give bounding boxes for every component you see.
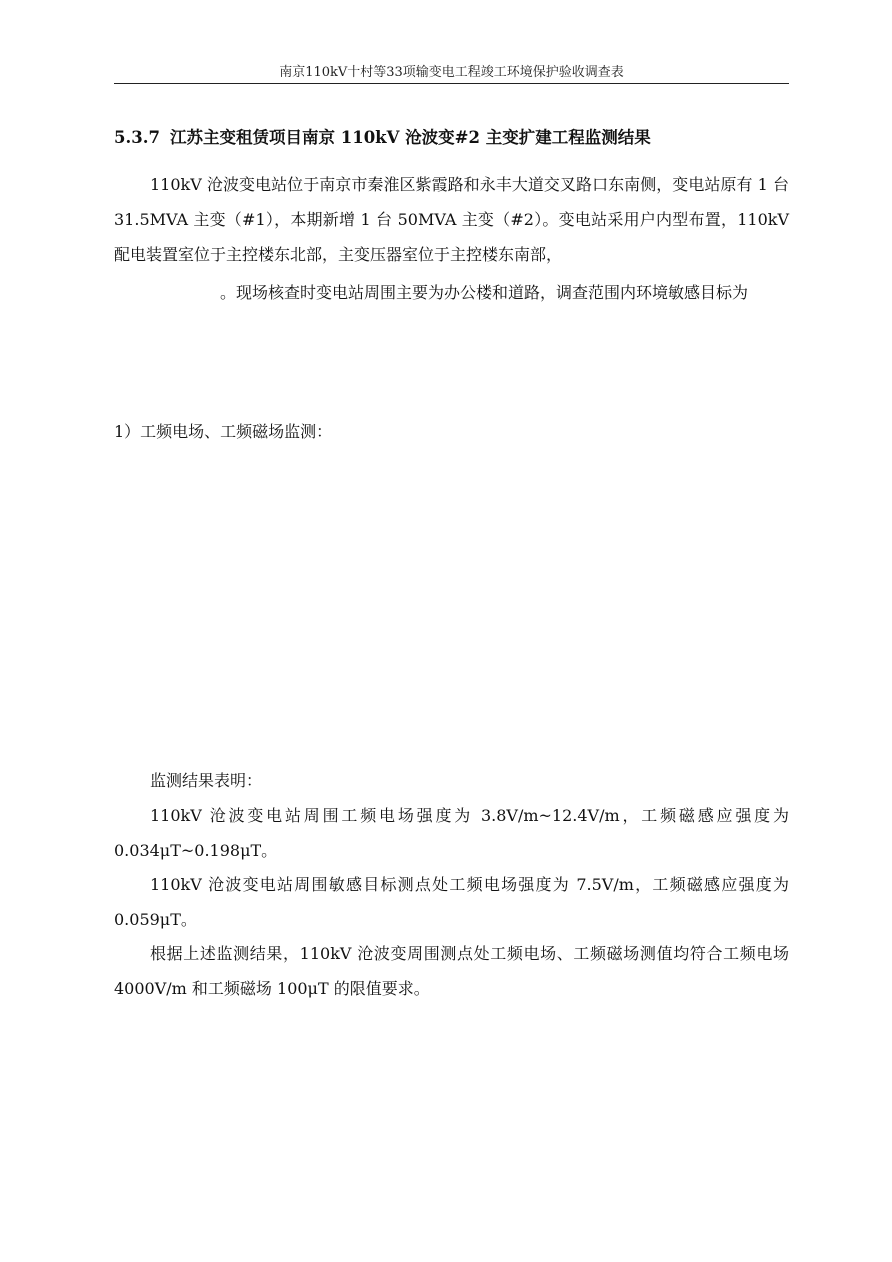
results-intro: 监测结果表明： (150, 771, 263, 790)
monitoring-subheading: 1）工频电场、工频磁场监测： (114, 422, 333, 441)
conclusion-paragraph: 根据上述监测结果，110kV 沧波变周围测点处工频电场、工频磁场测值均符合工频电场 4000V/m 和工频磁场 100μT 的限值要求。 (114, 944, 789, 998)
section-title: 江苏主变租赁项目南京 110kV 沧波变#2 主变扩建工程监测结果 (170, 128, 651, 147)
intro-continuation-paragraph: 。现场核查时变电站周围主要为办公楼和道路，调查范围内环境敏感目标为 (220, 283, 749, 302)
running-header: 南京110kV十村等33项输变电工程竣工环境保护验收调查表 (279, 65, 624, 80)
intro-paragraph: 110kV 沧波变电站位于南京市秦淮区紫霞路和永丰大道交叉路口东南侧，变电站原有 1 台 31.5MVA 主变（#1），本期新增 1 台 50MVA 主变（#2）。变电站采用户内型布置，110kV 配电装置室位于主控楼东北部，主变压器室位于主控楼东南部， (114, 175, 789, 264)
section-heading (114, 126, 789, 150)
header-rule (114, 83, 789, 84)
result-paragraph-1: 110kV 沧波变电站周围工频电场强度为 3.8V/m~12.4V/m，工频磁感应强度为 0.034μT~0.198μT。 (114, 806, 789, 860)
section-number: 5.3.7 (114, 128, 160, 147)
result-paragraph-2: 110kV 沧波变电站周围敏感目标测点处工频电场强度为 7.5V/m，工频磁感应强度为 0.059μT。 (114, 875, 789, 929)
